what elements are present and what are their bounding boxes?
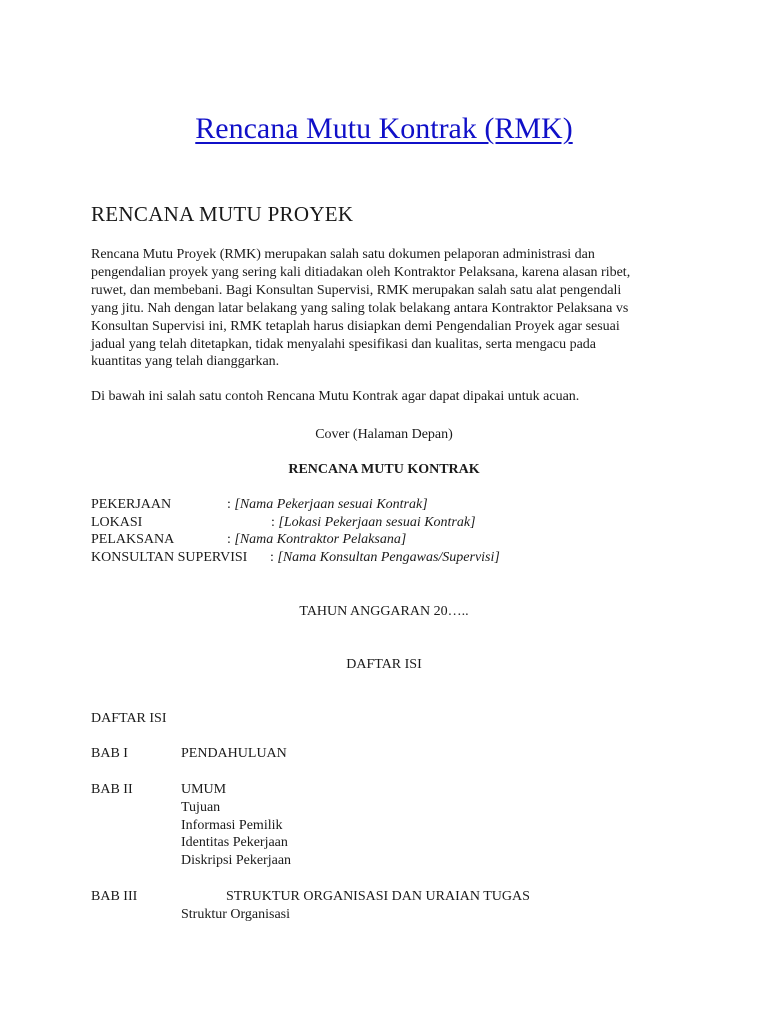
paragraph-line: jadual yang telah ditetapkan, tidak menyalahi spesifikasi dan kualitas, serta mengacu pada — [91, 336, 596, 352]
bab-title: STRUKTUR ORGANISASI DAN URAIAN TUGAS — [226, 889, 530, 904]
field-value-konsultan — [270, 549, 500, 567]
field-separator: : — [271, 515, 279, 530]
field-label-konsultan: KONSULTAN SUPERVISI — [91, 550, 248, 565]
cover-title: RENCANA MUTU KONTRAK — [288, 462, 480, 477]
cover-caption: Cover (Halaman Depan) — [315, 427, 453, 442]
field-value-pelaksana — [227, 531, 406, 549]
intro-paragraph — [91, 246, 691, 371]
field-value-pekerjaan — [227, 496, 428, 514]
toc-item: Struktur Organisasi — [181, 907, 291, 922]
toc-item: Tujuan — [181, 800, 221, 815]
daftar-isi-label: DAFTAR ISI — [91, 711, 167, 726]
field-value: [Nama Konsultan Pengawas/Supervisi] — [277, 550, 500, 565]
paragraph-line: ruwet, dan membebani. Bagi Konsultan Supervisi, RMK merupakan salah satu alat pengendali — [91, 282, 622, 298]
paragraph-line: kuantitas yang telah dianggarkan. — [91, 354, 280, 370]
section-heading: RENCANA MUTU PROYEK — [91, 202, 354, 226]
field-separator: : — [270, 550, 278, 565]
field-separator: : — [227, 532, 235, 547]
document-title-link[interactable]: Rencana Mutu Kontrak (RMK) — [195, 112, 573, 145]
field-value-lokasi — [271, 514, 476, 532]
bab-title: UMUM — [181, 782, 227, 797]
bab-number: BAB II — [91, 782, 133, 797]
field-separator: : — [227, 497, 235, 512]
toc-item: Identitas Pekerjaan — [181, 835, 288, 850]
bab-title: PENDAHULUAN — [181, 746, 287, 761]
field-value: [Nama Pekerjaan sesuai Kontrak] — [234, 497, 428, 512]
reference-paragraph: Di bawah ini salah satu contoh Rencana Mutu Kontrak agar dapat dipakai untuk acuan. — [91, 389, 580, 404]
field-value: [Lokasi Pekerjaan sesuai Kontrak] — [278, 515, 476, 530]
toc-item: Diskripsi Pekerjaan — [181, 853, 292, 868]
paragraph-line: Rencana Mutu Proyek (RMK) merupakan salah satu dokumen pelaporan administrasi dan — [91, 247, 595, 262]
bab-number: BAB I — [91, 746, 128, 761]
field-value: [Nama Kontraktor Pelaksana] — [234, 532, 407, 547]
field-label-pelaksana: PELAKSANA — [91, 532, 175, 547]
field-label-lokasi: LOKASI — [91, 515, 143, 530]
field-label-pekerjaan: PEKERJAAN — [91, 497, 172, 512]
paragraph-line: Konsultan Supervisi ini, RMK tetaplah harus disiapkan demi Pengendalian Proyek agar sesuai — [91, 318, 620, 334]
bab-number: BAB III — [91, 889, 138, 904]
paragraph-line: pengendalian proyek yang sering kali ditiadakan oleh Kontraktor Pelaksana, karena alasan ribet, — [91, 264, 631, 280]
tahun-anggaran: TAHUN ANGGARAN 20….. — [299, 604, 469, 619]
paragraph-line: yang jitu. Nah dengan latar belakang yang saling tolak belakang antara Kontraktor Pelaksana vs — [91, 300, 629, 316]
toc-item: Informasi Pemilik — [181, 818, 283, 833]
daftar-isi-heading: DAFTAR ISI — [346, 657, 422, 672]
